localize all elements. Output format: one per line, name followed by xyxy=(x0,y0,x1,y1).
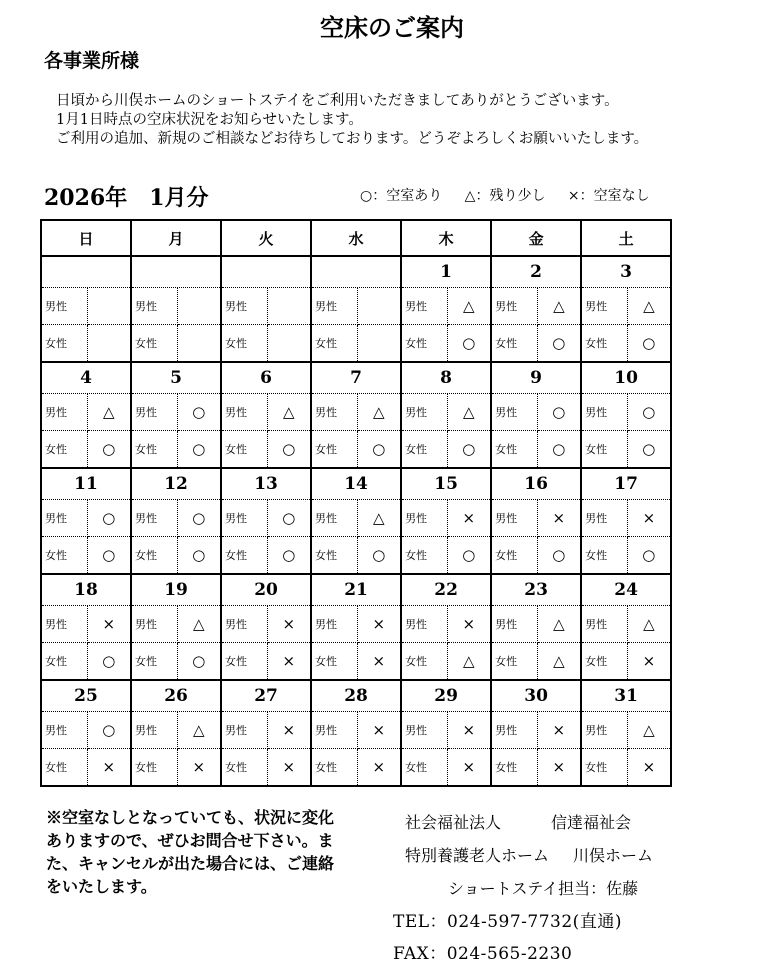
male-label: 男性 xyxy=(221,500,267,537)
female-status-row xyxy=(41,325,671,363)
availability-note: ※空室なしとなっていても、状況に変化ありますので、ぜひお問合せ下さい。また、キャンセルが出た場合には、ご連絡をいたします。 xyxy=(46,808,335,896)
female-label: 女性 xyxy=(311,537,357,575)
intro-line: ご利用の追加、新規のご相談などお待ちしております。どうぞよろしくお願いいたします。 xyxy=(56,131,649,147)
org-name: 信達福祉会 xyxy=(551,813,632,832)
female-availability-symbol: ○ xyxy=(87,643,131,681)
female-availability-symbol: × xyxy=(177,749,221,787)
day-number xyxy=(131,256,221,288)
male-availability-symbol: × xyxy=(537,712,581,749)
weekday-header: 日 xyxy=(41,220,131,256)
contact-facility xyxy=(405,843,653,866)
female-label: 女性 xyxy=(491,325,537,363)
male-availability-symbol: △ xyxy=(267,394,311,431)
male-availability-symbol xyxy=(87,288,131,325)
legend xyxy=(360,185,668,205)
female-availability-symbol: ○ xyxy=(537,325,581,363)
day-number: 25 xyxy=(41,680,131,712)
weekday-header: 月 xyxy=(131,220,221,256)
female-availability-symbol: ○ xyxy=(627,431,671,469)
female-availability-symbol: ○ xyxy=(537,537,581,575)
male-status-row xyxy=(41,712,671,749)
male-label: 男性 xyxy=(41,394,87,431)
male-label: 男性 xyxy=(41,500,87,537)
male-availability-symbol: △ xyxy=(447,288,491,325)
female-label: 女性 xyxy=(41,537,87,575)
female-availability-symbol: ○ xyxy=(447,325,491,363)
female-label: 女性 xyxy=(401,431,447,469)
male-availability-symbol: △ xyxy=(537,288,581,325)
male-availability-symbol: ○ xyxy=(177,500,221,537)
male-availability-symbol xyxy=(357,288,401,325)
female-availability-symbol: △ xyxy=(537,643,581,681)
male-availability-symbol: × xyxy=(447,712,491,749)
day-number: 4 xyxy=(41,362,131,394)
day-number: 16 xyxy=(491,468,581,500)
male-availability-symbol xyxy=(267,288,311,325)
male-status-row xyxy=(41,288,671,325)
legend-available: ○：空室あり xyxy=(360,188,443,204)
day-number xyxy=(311,256,401,288)
day-number: 15 xyxy=(401,468,491,500)
male-label: 男性 xyxy=(581,394,627,431)
day-number: 9 xyxy=(491,362,581,394)
male-availability-symbol: △ xyxy=(357,500,401,537)
female-availability-symbol: ○ xyxy=(627,537,671,575)
male-availability-symbol: △ xyxy=(537,606,581,643)
female-label: 女性 xyxy=(221,537,267,575)
male-label: 男性 xyxy=(311,500,357,537)
day-number: 26 xyxy=(131,680,221,712)
female-availability-symbol: ○ xyxy=(177,643,221,681)
day-number: 22 xyxy=(401,574,491,606)
female-status-row xyxy=(41,643,671,681)
day-number: 5 xyxy=(131,362,221,394)
female-label: 女性 xyxy=(491,537,537,575)
female-availability-symbol: ○ xyxy=(267,537,311,575)
male-availability-symbol: × xyxy=(447,606,491,643)
female-availability-symbol xyxy=(267,325,311,363)
female-availability-symbol: ○ xyxy=(357,431,401,469)
day-number xyxy=(41,256,131,288)
day-number: 7 xyxy=(311,362,401,394)
female-label: 女性 xyxy=(491,749,537,787)
facility-type: 特別養護老人ホーム xyxy=(405,846,550,865)
day-number: 19 xyxy=(131,574,221,606)
male-label: 男性 xyxy=(491,500,537,537)
day-number: 12 xyxy=(131,468,221,500)
male-label: 男性 xyxy=(491,394,537,431)
week-date-row xyxy=(41,574,671,606)
female-availability-symbol: × xyxy=(537,749,581,787)
male-availability-symbol: × xyxy=(537,500,581,537)
male-label: 男性 xyxy=(41,288,87,325)
male-label: 男性 xyxy=(131,500,177,537)
male-label: 男性 xyxy=(401,712,447,749)
male-label: 男性 xyxy=(581,500,627,537)
male-label: 男性 xyxy=(41,712,87,749)
male-label: 男性 xyxy=(311,712,357,749)
contact-fax: FAX：024-565-2230 xyxy=(393,944,573,964)
male-label: 男性 xyxy=(401,606,447,643)
female-availability-symbol: ○ xyxy=(627,325,671,363)
day-number: 18 xyxy=(41,574,131,606)
male-label: 男性 xyxy=(491,288,537,325)
weekday-header: 火 xyxy=(221,220,311,256)
day-number: 8 xyxy=(401,362,491,394)
day-number: 31 xyxy=(581,680,671,712)
female-label: 女性 xyxy=(131,431,177,469)
female-label: 女性 xyxy=(581,537,627,575)
male-label: 男性 xyxy=(581,606,627,643)
male-availability-symbol: △ xyxy=(177,606,221,643)
female-label: 女性 xyxy=(41,643,87,681)
female-label: 女性 xyxy=(401,537,447,575)
male-availability-symbol: ○ xyxy=(87,712,131,749)
male-availability-symbol: △ xyxy=(627,288,671,325)
male-availability-symbol: × xyxy=(267,712,311,749)
female-availability-symbol: × xyxy=(357,749,401,787)
female-availability-symbol: ○ xyxy=(177,431,221,469)
female-availability-symbol: ○ xyxy=(87,431,131,469)
female-availability-symbol: × xyxy=(87,749,131,787)
female-availability-symbol: ○ xyxy=(447,537,491,575)
female-label: 女性 xyxy=(401,749,447,787)
contact-tel: TEL：024-597-7732(直通) xyxy=(393,912,622,932)
male-availability-symbol: × xyxy=(447,500,491,537)
female-label: 女性 xyxy=(41,749,87,787)
female-label: 女性 xyxy=(491,643,537,681)
female-status-row xyxy=(41,749,671,787)
male-availability-symbol: ○ xyxy=(627,394,671,431)
female-label: 女性 xyxy=(311,749,357,787)
day-number: 6 xyxy=(221,362,311,394)
male-label: 男性 xyxy=(221,712,267,749)
female-availability-symbol: ○ xyxy=(357,537,401,575)
male-label: 男性 xyxy=(131,712,177,749)
female-availability-symbol: × xyxy=(447,749,491,787)
female-label: 女性 xyxy=(41,325,87,363)
female-availability-symbol: △ xyxy=(447,643,491,681)
female-availability-symbol: ○ xyxy=(267,431,311,469)
day-number: 11 xyxy=(41,468,131,500)
female-availability-symbol: ○ xyxy=(177,537,221,575)
male-availability-symbol: × xyxy=(357,712,401,749)
male-label: 男性 xyxy=(401,288,447,325)
female-availability-symbol xyxy=(357,325,401,363)
male-availability-symbol: ○ xyxy=(87,500,131,537)
female-availability-symbol: ○ xyxy=(537,431,581,469)
male-availability-symbol: △ xyxy=(447,394,491,431)
female-availability-symbol: ○ xyxy=(87,537,131,575)
day-number: 29 xyxy=(401,680,491,712)
male-availability-symbol: △ xyxy=(627,606,671,643)
male-label: 男性 xyxy=(401,500,447,537)
male-label: 男性 xyxy=(41,606,87,643)
legend-full: ×：空室なし xyxy=(567,188,650,204)
contact-org xyxy=(405,810,631,833)
female-availability-symbol xyxy=(177,325,221,363)
day-number: 10 xyxy=(581,362,671,394)
day-number: 17 xyxy=(581,468,671,500)
male-availability-symbol: ○ xyxy=(537,394,581,431)
female-label: 女性 xyxy=(221,749,267,787)
female-label: 女性 xyxy=(221,431,267,469)
male-availability-symbol: △ xyxy=(177,712,221,749)
female-label: 女性 xyxy=(221,325,267,363)
day-number: 30 xyxy=(491,680,581,712)
male-availability-symbol: × xyxy=(627,500,671,537)
male-status-row xyxy=(41,500,671,537)
day-number: 3 xyxy=(581,256,671,288)
intro-text xyxy=(56,92,648,149)
male-availability-symbol: × xyxy=(87,606,131,643)
male-label: 男性 xyxy=(581,288,627,325)
female-status-row xyxy=(41,537,671,575)
male-label: 男性 xyxy=(581,712,627,749)
male-availability-symbol: △ xyxy=(87,394,131,431)
female-label: 女性 xyxy=(131,537,177,575)
female-label: 女性 xyxy=(131,749,177,787)
male-availability-symbol: ○ xyxy=(267,500,311,537)
male-label: 男性 xyxy=(491,606,537,643)
female-label: 女性 xyxy=(491,431,537,469)
male-availability-symbol: △ xyxy=(357,394,401,431)
female-availability-symbol: × xyxy=(627,749,671,787)
day-number: 24 xyxy=(581,574,671,606)
male-availability-symbol: × xyxy=(357,606,401,643)
day-number: 28 xyxy=(311,680,401,712)
page-title: 空床のご案内 xyxy=(320,13,464,42)
female-availability-symbol: ○ xyxy=(447,431,491,469)
male-label: 男性 xyxy=(491,712,537,749)
male-availability-symbol: × xyxy=(267,606,311,643)
male-status-row xyxy=(41,394,671,431)
day-number: 23 xyxy=(491,574,581,606)
weekday-header: 水 xyxy=(311,220,401,256)
female-status-row xyxy=(41,431,671,469)
male-label: 男性 xyxy=(131,288,177,325)
female-availability-symbol: × xyxy=(267,749,311,787)
day-number: 20 xyxy=(221,574,311,606)
day-number xyxy=(221,256,311,288)
male-label: 男性 xyxy=(311,606,357,643)
day-number: 27 xyxy=(221,680,311,712)
year-month-heading: 2026年 1月分 xyxy=(44,185,209,211)
female-label: 女性 xyxy=(401,325,447,363)
male-status-row xyxy=(41,606,671,643)
female-label: 女性 xyxy=(311,431,357,469)
day-number: 13 xyxy=(221,468,311,500)
female-label: 女性 xyxy=(311,643,357,681)
female-label: 女性 xyxy=(41,431,87,469)
week-date-row xyxy=(41,680,671,712)
weekday-header: 木 xyxy=(401,220,491,256)
week-date-row xyxy=(41,362,671,394)
male-label: 男性 xyxy=(311,288,357,325)
day-number: 2 xyxy=(491,256,581,288)
female-label: 女性 xyxy=(221,643,267,681)
female-label: 女性 xyxy=(311,325,357,363)
female-label: 女性 xyxy=(581,749,627,787)
org-type: 社会福祉法人 xyxy=(405,813,502,832)
male-label: 男性 xyxy=(221,288,267,325)
intro-line: 1月1日時点の空床状況をお知らせいたします。 xyxy=(56,112,363,128)
male-label: 男性 xyxy=(401,394,447,431)
legend-few-left: △：残り少し xyxy=(464,188,546,204)
weekday-header: 土 xyxy=(581,220,671,256)
week-date-row xyxy=(41,468,671,500)
female-label: 女性 xyxy=(581,643,627,681)
female-availability-symbol xyxy=(87,325,131,363)
male-label: 男性 xyxy=(221,394,267,431)
intro-line: 日頃から川俣ホームのショートステイをご利用いただきましてありがとうございます。 xyxy=(56,93,619,109)
female-label: 女性 xyxy=(401,643,447,681)
male-availability-symbol xyxy=(177,288,221,325)
female-label: 女性 xyxy=(131,643,177,681)
availability-calendar xyxy=(40,219,672,787)
female-availability-symbol: × xyxy=(627,643,671,681)
weekday-header-row xyxy=(41,220,671,256)
female-label: 女性 xyxy=(581,431,627,469)
week-date-row xyxy=(41,256,671,288)
weekday-header: 金 xyxy=(491,220,581,256)
male-availability-symbol: ○ xyxy=(177,394,221,431)
male-label: 男性 xyxy=(131,606,177,643)
female-availability-symbol: × xyxy=(267,643,311,681)
male-availability-symbol: △ xyxy=(627,712,671,749)
day-number: 21 xyxy=(311,574,401,606)
male-label: 男性 xyxy=(221,606,267,643)
male-label: 男性 xyxy=(311,394,357,431)
male-label: 男性 xyxy=(131,394,177,431)
female-label: 女性 xyxy=(131,325,177,363)
addressee: 各事業所様 xyxy=(44,50,140,72)
contact-person: ショートステイ担当：佐藤 xyxy=(448,879,639,898)
day-number: 14 xyxy=(311,468,401,500)
female-label: 女性 xyxy=(581,325,627,363)
female-availability-symbol: × xyxy=(357,643,401,681)
facility-name: 川俣ホーム xyxy=(573,846,654,865)
day-number: 1 xyxy=(401,256,491,288)
